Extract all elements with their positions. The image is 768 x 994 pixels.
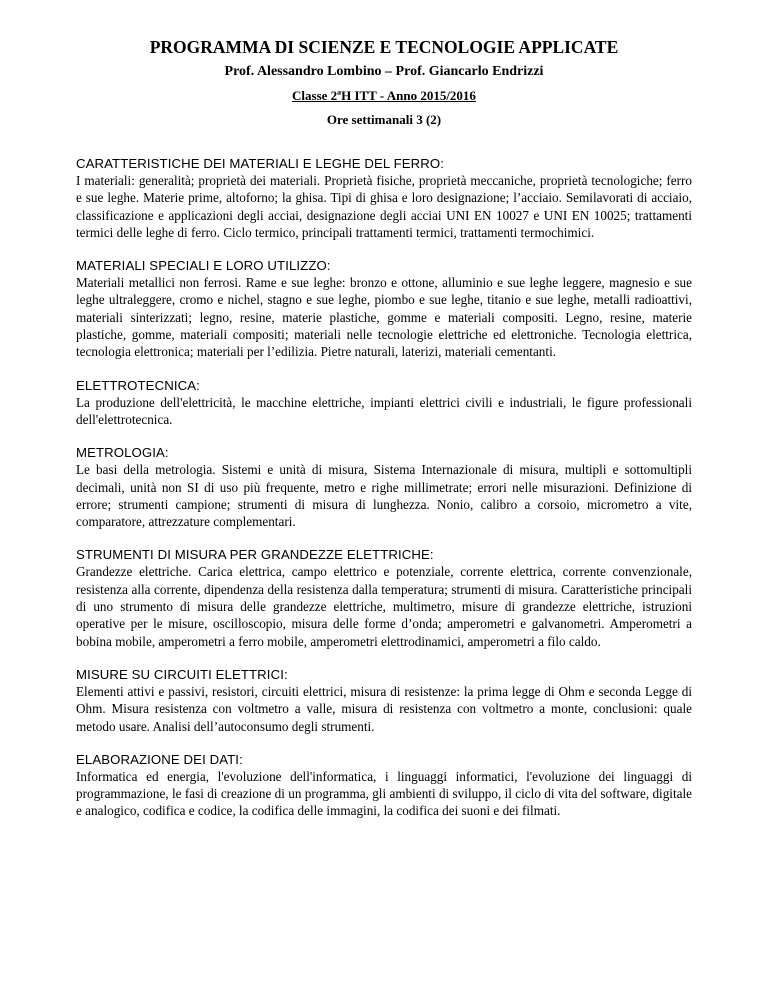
section-body: Grandezze elettriche. Carica elettrica, campo elettrico e potenziale, corrente elettrica, corrente convenzionale, resistenza alla corrente, dipendenza della resistenza dalla temperatura; strumenti di misura. Caratteristiche principali di uno strumento di misura delle grandezze elettriche, multimetro, misure di grandezze elettriche, istruzioni operative per le misure, oscilloscopio, misura delle forme d’onda; amperometri e galvanometri. Amperometri a bobina mobile, amperometri a ferro mobile, amperometri elettrodinamici, amperometri a filo caldo. xyxy=(76,564,692,649)
section-title: MISURE SU CIRCUITI ELETTRICI: xyxy=(76,666,288,682)
section-body: Materiali metallici non ferrosi. Rame e sue leghe: bronzo e ottone, alluminio e sue leghe leggere, magnesio e sue leghe ultraleggere, cromo e nichel, stagno e sue leghe, piombo e sue leghe, titanio e sue leghe, metalli radioattivi, materiali sinterizzati; legno, resine, materie plastiche, gomme e materiali compositi. Legno, resine, materie plastiche, gomme, materiali compositi; materiali nelle tecnologie elettriche ed elettroniche. Tecnologia elettrica, tecnologia elettronica; materiali per l’edilizia. Pietre naturali, laterizi, materiali cementanti. xyxy=(76,275,692,360)
section-metrologia xyxy=(76,445,692,530)
section-materiali-speciali xyxy=(76,258,692,360)
document-header xyxy=(76,36,692,128)
section-title: ELABORAZIONE DEI DATI: xyxy=(76,751,243,767)
section-elaborazione-dati xyxy=(76,752,692,820)
section-title: CARATTERISTICHE DEI MATERIALI E LEGHE DEL FERRO: xyxy=(76,156,445,171)
document-class-year: Classe 2ªH ITT - Anno 2015/2016 xyxy=(292,88,476,103)
section-title: STRUMENTI DI MISURA PER GRANDEZZE ELETTRICHE: xyxy=(76,547,434,563)
document-page xyxy=(76,36,692,837)
section-strumenti-misura xyxy=(76,547,692,649)
section-title: ELETTROTECNICA: xyxy=(76,377,200,393)
section-title: METROLOGIA: xyxy=(76,445,169,461)
section-body: Le basi della metrologia. Sistemi e unità di misura, Sistema Internazionale di misura, multipli e sottomultipli decimali, unità non SI di uso più frequente, metro e righe millimetrate; errori nelle misurazioni. Definizione di errore; strumenti campione; strumenti di misura di lunghezza. Nonio, calibro a corsoio, micrometro a vite, comparatore, attrezzature complementari. xyxy=(76,462,692,530)
document-authors: Prof. Alessandro Lombino – Prof. Giancarlo Endrizzi xyxy=(224,64,544,79)
document-title: PROGRAMMA DI SCIENZE E TECNOLOGIE APPLICATE xyxy=(149,37,619,57)
section-body: Informatica ed energia, l'evoluzione dell'informatica, i linguaggi informatici, l'evoluzione dei linguaggi di programmazione, le fasi di creazione di un programma, gli ambienti di sviluppo, il ciclo di vita del software, digitale e analogico, codifica e codice, la codifica delle immagini, la codifica dei suoni e dei filmati. xyxy=(76,768,692,819)
section-materiali-leghe-ferro xyxy=(76,156,692,241)
section-misure-circuiti xyxy=(76,667,692,735)
section-elettrotecnica xyxy=(76,378,692,429)
document-weekly-hours: Ore settimanali 3 (2) xyxy=(326,112,442,127)
section-body: I materiali: generalità; proprietà dei materiali. Proprietà fisiche, proprietà meccaniche, proprietà tecnologiche; ferro e sue leghe. Materie prime, altoforno; la ghisa. Tipi di ghisa e loro designazione; l’acciaio. Semilavorati di acciaio, classificazione e applicazioni degli acciai, designazione degli acciai UNI EN 10027 e UNI EN 10025; trattamenti termici delle leghe di ferro. Ciclo termico, principali trattamenti termici, trattamenti termochimici. xyxy=(76,173,692,240)
sections-list xyxy=(76,156,692,820)
section-body: La produzione dell'elettricità, le macchine elettriche, impianti elettrici civili e industriali, le figure professionali dell'elettrotecnica. xyxy=(76,394,692,427)
section-body: Elementi attivi e passivi, resistori, circuiti elettrici, misura di resistenze: la prima legge di Ohm e seconda Legge di Ohm. Misura resistenza con voltmetro a valle, misura di resistenza con voltmetro a monte, conclusioni: quale metodo usare. Analisi dell’autoconsumo degli strumenti. xyxy=(76,683,692,734)
section-title: MATERIALI SPECIALI E LORO UTILIZZO: xyxy=(76,258,331,274)
